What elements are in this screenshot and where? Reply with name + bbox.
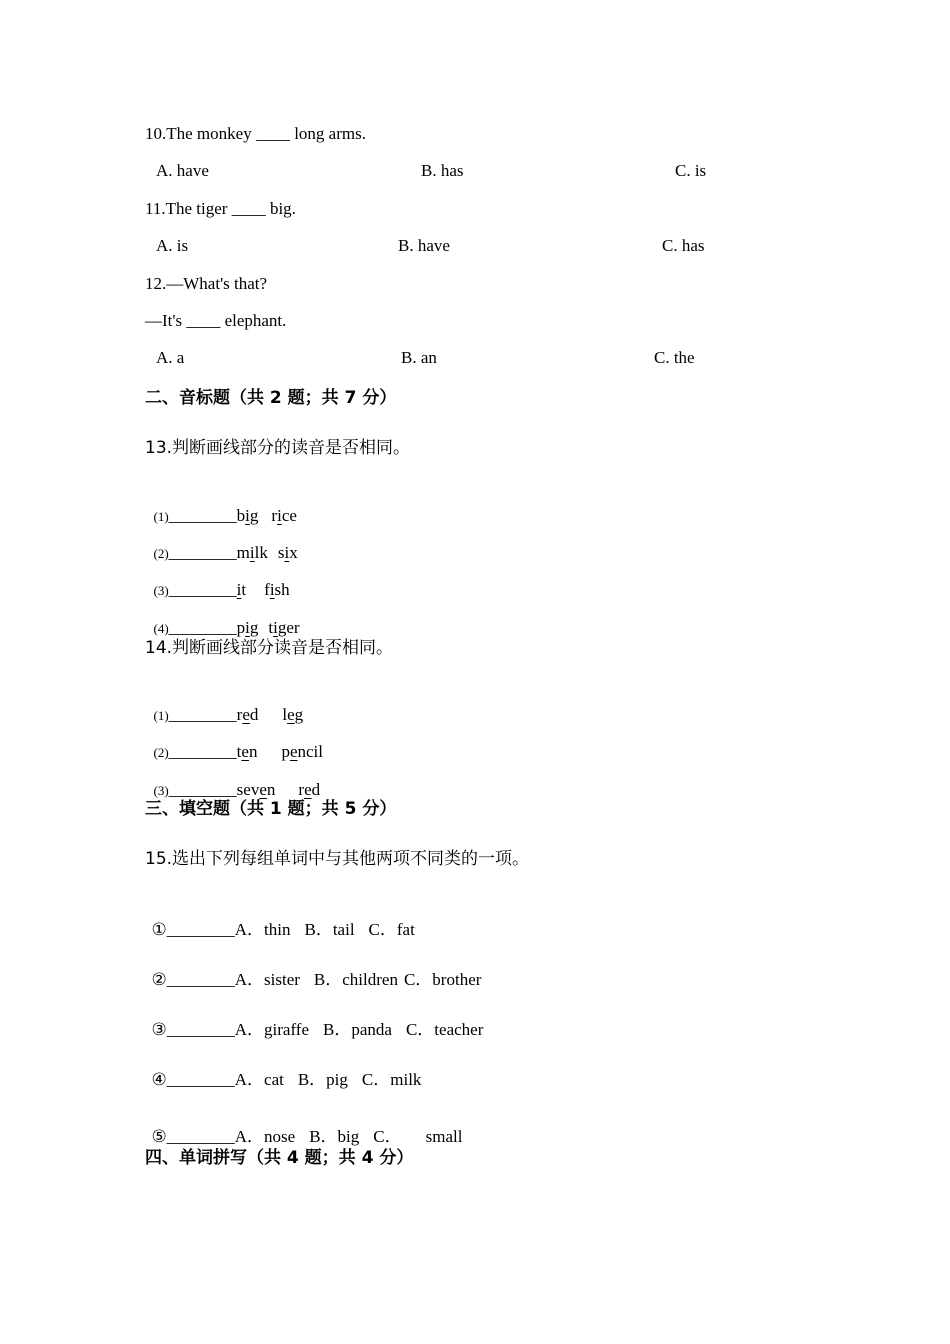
word-part: t: [268, 618, 274, 637]
q12-option-a[interactable]: A. a: [156, 348, 185, 367]
q11-option-a[interactable]: A. is: [156, 236, 189, 255]
option-b[interactable]: B．panda: [323, 1020, 392, 1039]
word-part: sev: [236, 780, 260, 799]
answer-blank[interactable]: ________: [168, 780, 237, 799]
option-b[interactable]: B．tail: [304, 920, 355, 939]
item-number: (3): [153, 583, 169, 598]
q15-item-5: [143, 1107, 462, 1147]
q15-stem: 15.选出下列每组单词中与其他两项不同类的一项。: [145, 849, 530, 869]
q11-option-b[interactable]: B. have: [398, 236, 450, 255]
underlined-letter: i: [249, 543, 255, 562]
underlined-letter: e: [241, 742, 249, 761]
q15-item-1: [143, 900, 415, 940]
word-part: lk: [254, 543, 268, 562]
word-part: ce: [281, 506, 297, 525]
word-part: x: [289, 543, 298, 562]
item-number: (4): [153, 621, 169, 636]
item-number: ⑤: [151, 1127, 167, 1146]
option-b[interactable]: B．pig: [297, 1070, 348, 1089]
word-part: n: [248, 742, 258, 761]
q11-stem: 11.The tiger ____ big.: [145, 199, 296, 218]
item-number: (1): [153, 708, 169, 723]
word-part: g: [249, 618, 259, 637]
underlined-letter: i: [269, 580, 275, 599]
q15-item-4: [143, 1050, 421, 1090]
word-part: p: [236, 618, 246, 637]
word-part: s: [277, 543, 285, 562]
option-a[interactable]: A．thin: [234, 920, 291, 939]
item-number: (3): [153, 783, 169, 798]
word-part: t: [241, 580, 247, 599]
word-part: b: [236, 506, 246, 525]
underlined-letter: e: [287, 705, 295, 724]
underlined-letter: i: [245, 618, 250, 637]
word-part: g: [249, 506, 259, 525]
option-b[interactable]: B．children: [313, 970, 398, 989]
answer-blank[interactable]: ________: [166, 920, 235, 939]
q15-item-3: [143, 1000, 483, 1040]
word-part: m: [236, 543, 250, 562]
q15-item-2: [143, 950, 481, 990]
q10-option-c[interactable]: C. is: [675, 161, 707, 180]
answer-blank[interactable]: ________: [166, 1020, 235, 1039]
option-b[interactable]: B．big: [309, 1127, 360, 1146]
q14-item-2: [145, 722, 323, 763]
underlined-letter: i: [277, 506, 282, 525]
option-a[interactable]: A．nose: [234, 1127, 296, 1146]
q10-stem: 10.The monkey ____ long arms.: [145, 124, 366, 143]
item-number: ③: [151, 1020, 167, 1039]
word-part: l: [282, 705, 288, 724]
answer-blank[interactable]: ________: [166, 970, 235, 989]
item-number: (2): [153, 546, 169, 561]
word-part: d: [249, 705, 259, 724]
option-c[interactable]: C．fat: [368, 920, 415, 939]
answer-blank[interactable]: ________: [168, 580, 237, 599]
section-4-title: 四、单词拼写（共 4 题；共 4 分）: [145, 1148, 414, 1168]
underlined-letter: e: [259, 780, 267, 799]
option-a[interactable]: A．sister: [234, 970, 300, 989]
word-part: g: [294, 705, 304, 724]
underlined-letter: e: [242, 705, 250, 724]
underlined-letter: i: [284, 543, 290, 562]
item-number: (2): [153, 745, 169, 760]
option-c[interactable]: C．teacher: [405, 1020, 484, 1039]
section-2-title: 二、音标题（共 2 题；共 7 分）: [145, 388, 397, 408]
answer-blank[interactable]: ________: [168, 543, 237, 562]
item-number: ②: [151, 970, 167, 989]
q11-option-c[interactable]: C. has: [662, 236, 705, 255]
word-part: d: [311, 780, 321, 799]
option-c[interactable]: C．brother: [403, 970, 482, 989]
underlined-letter: e: [289, 742, 298, 761]
word-part: p: [281, 742, 290, 761]
word-part: n: [266, 780, 276, 799]
underlined-letter: i: [236, 580, 242, 599]
word-part: r: [271, 506, 278, 525]
q13-item-1: [145, 486, 297, 527]
item-number: ④: [151, 1070, 167, 1089]
word-part: ger: [277, 618, 300, 637]
word-part: ncil: [297, 742, 323, 761]
option-c[interactable]: C．: [373, 1127, 402, 1146]
underlined-letter: i: [245, 506, 250, 525]
word-part: t: [236, 742, 242, 761]
answer-blank[interactable]: ________: [166, 1127, 235, 1146]
word-part: r: [236, 705, 243, 724]
q14-item-1: [145, 685, 303, 726]
q14-item-3: [145, 760, 320, 801]
q13-stem: 13.判断画线部分的读音是否相同。: [145, 438, 411, 458]
section-3-title: 三、填空题（共 1 题；共 5 分）: [145, 799, 397, 819]
answer-blank[interactable]: ________: [168, 742, 237, 761]
option-c[interactable]: C．milk: [361, 1070, 422, 1089]
answer-blank[interactable]: ________: [168, 618, 237, 637]
q12-option-b[interactable]: B. an: [401, 348, 437, 367]
word-part: r: [298, 780, 305, 799]
answer-blank[interactable]: ________: [168, 506, 237, 525]
q13-item-2: [145, 523, 298, 564]
option-a[interactable]: A．cat: [234, 1070, 284, 1089]
word-part: sh: [274, 580, 290, 599]
q10-option-a[interactable]: A. have: [156, 161, 209, 180]
q12-option-c[interactable]: C. the: [654, 348, 695, 367]
q12-stem: 12.—What's that?: [145, 274, 268, 293]
q10-option-b[interactable]: B. has: [421, 161, 464, 180]
underlined-letter: e: [304, 780, 312, 799]
underlined-letter: i: [273, 618, 278, 637]
word-part: f: [264, 580, 270, 599]
q12-stem-2: —It's ____ elephant.: [145, 311, 287, 330]
answer-blank[interactable]: ________: [168, 705, 237, 724]
item-number: ①: [151, 920, 167, 939]
option-c-word: small: [425, 1127, 463, 1146]
item-number: (1): [153, 509, 169, 524]
q14-stem: 14.判断画线部分读音是否相同。: [145, 638, 394, 658]
q13-item-4: [145, 598, 300, 639]
option-a[interactable]: A．giraffe: [234, 1020, 310, 1039]
q13-item-3: [145, 560, 290, 601]
answer-blank[interactable]: ________: [166, 1070, 235, 1089]
